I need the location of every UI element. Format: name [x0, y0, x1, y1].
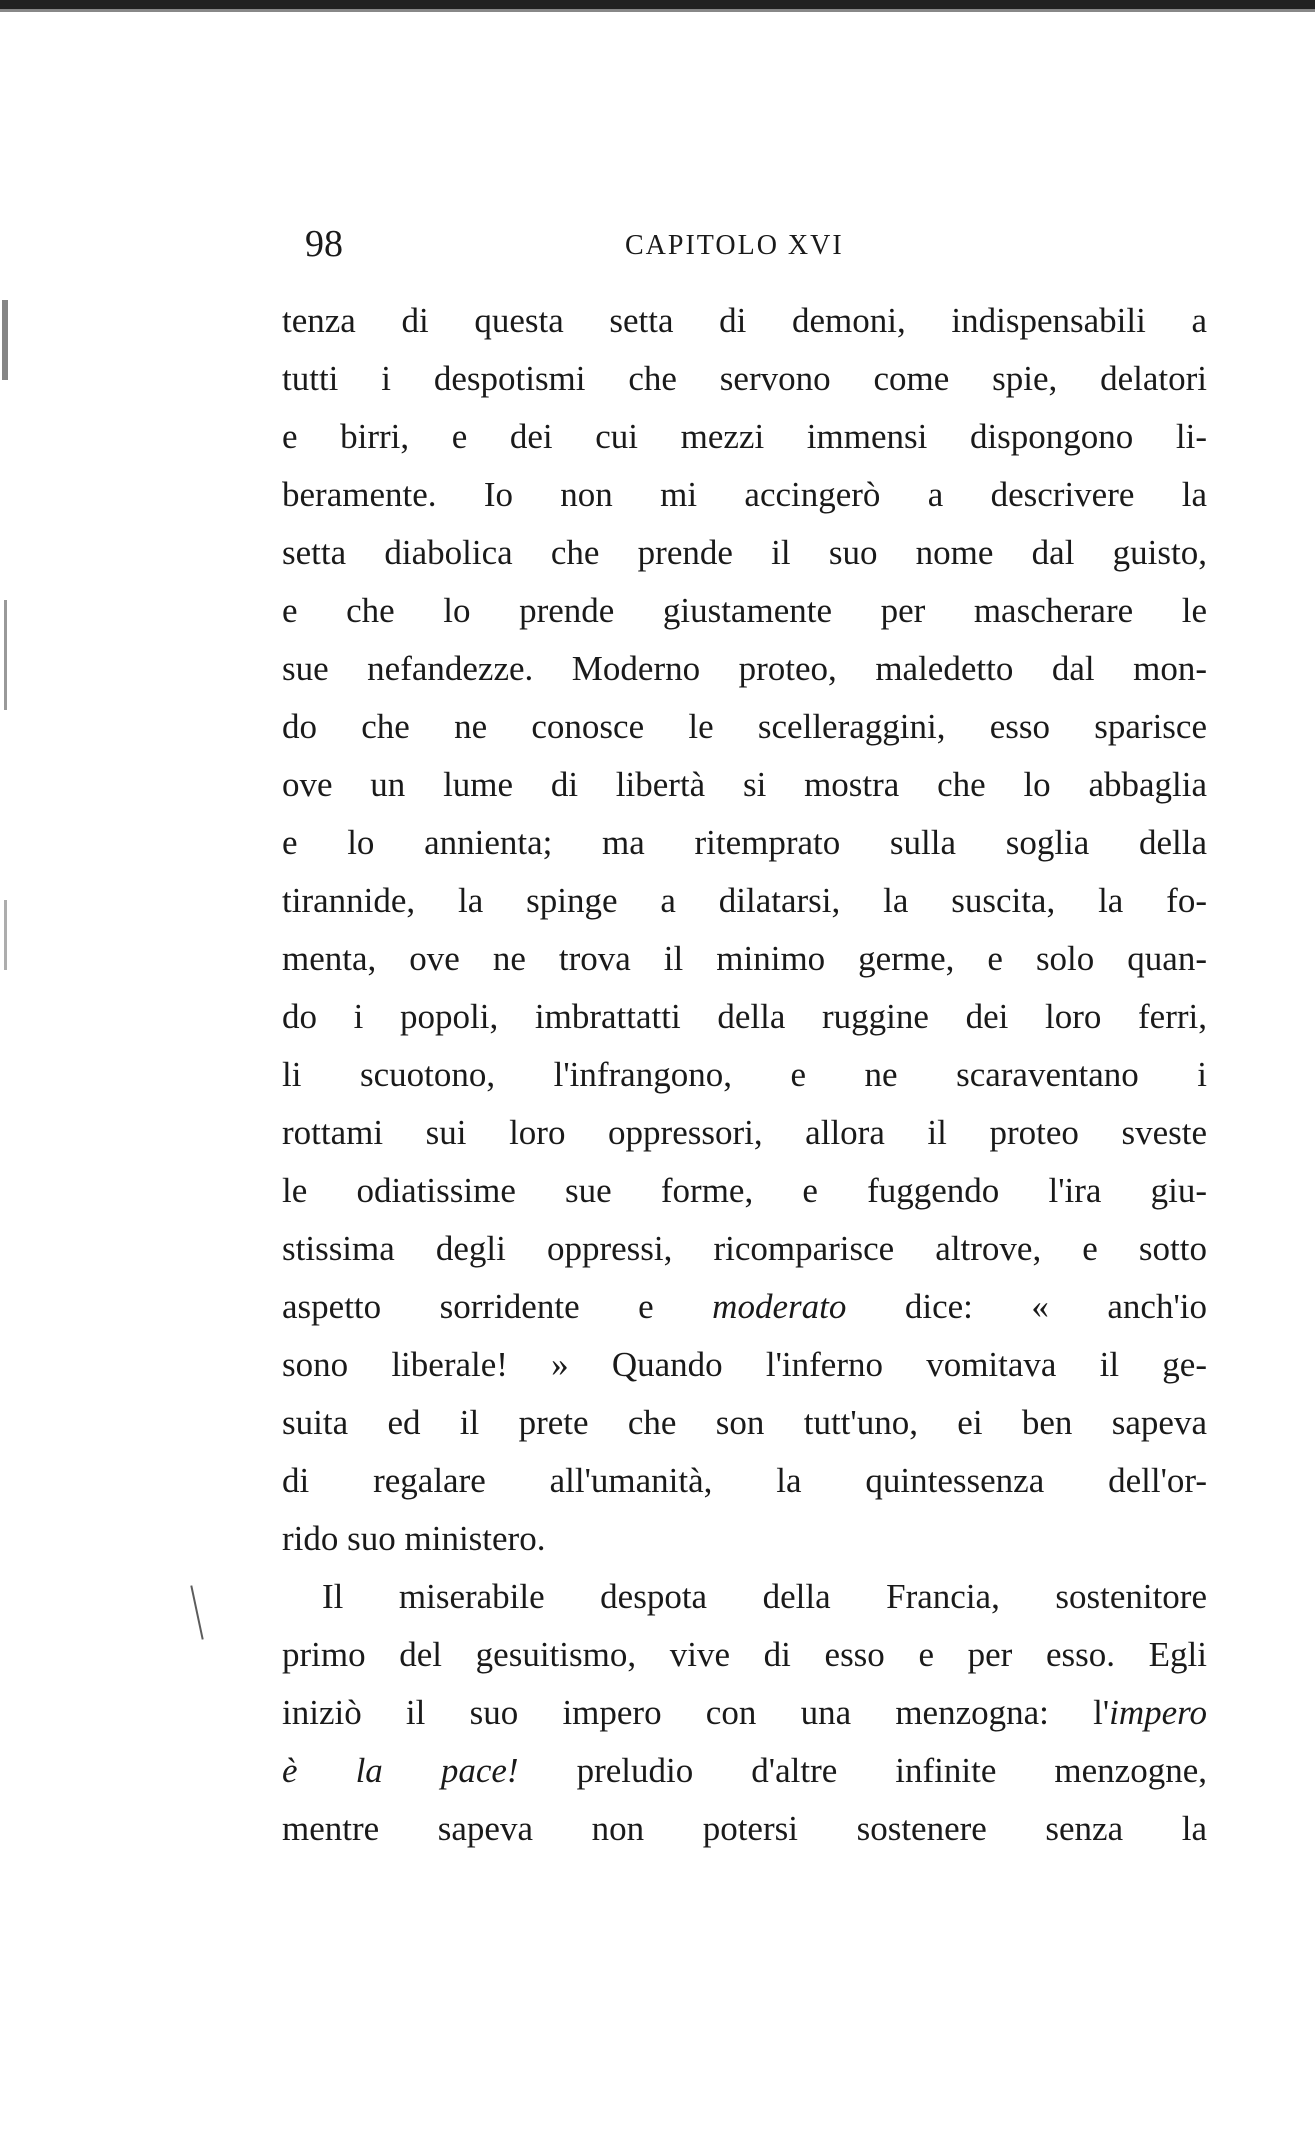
- text-line: [282, 292, 1207, 350]
- chapter-title: CAPITOLO XVI: [625, 230, 844, 261]
- text-segment: tirannide, la spinge a dilatarsi, la suscita, la fo-: [282, 881, 1207, 920]
- text-line: [282, 1626, 1207, 1684]
- scan-margin-mark: [4, 600, 7, 710]
- text-segment: setta diabolica che prende il suo nome dal guisto,: [282, 533, 1207, 572]
- scan-margin-mark: [4, 900, 7, 970]
- text-line: [282, 1336, 1207, 1394]
- text-line: [282, 582, 1207, 640]
- text-segment: primo del gesuitismo, vive di esso e per esso. Egli: [282, 1635, 1207, 1674]
- italic-text: è la pace!: [282, 1751, 519, 1790]
- text-line: [282, 872, 1207, 930]
- page-number: 98: [305, 223, 343, 265]
- text-line: [282, 1394, 1207, 1452]
- text-segment: Il miserabile despota della Francia, sostenitore: [322, 1577, 1207, 1616]
- text-segment: li scuotono, l'infrangono, e ne scaraventano i: [282, 1055, 1207, 1094]
- text-segment: e lo annienta; ma ritemprato sulla soglia della: [282, 823, 1207, 862]
- text-segment: beramente. Io non mi accingerò a descrivere la: [282, 475, 1207, 514]
- text-line: [282, 1510, 1207, 1568]
- text-segment: tutti i despotismi che servono come spie, delatori: [282, 359, 1207, 398]
- text-line: [282, 1452, 1207, 1510]
- page-body-text: [282, 292, 1207, 1858]
- text-segment: rido suo ministero.: [282, 1519, 546, 1558]
- text-line: [282, 1104, 1207, 1162]
- text-line: [282, 466, 1207, 524]
- scan-pencil-mark: [190, 1585, 203, 1639]
- text-line: [282, 524, 1207, 582]
- text-segment: mentre sapeva non potersi sostenere senza la: [282, 1809, 1207, 1848]
- text-segment: ove un lume di libertà si mostra che lo abbaglia: [282, 765, 1207, 804]
- text-line: [282, 698, 1207, 756]
- text-segment: e birri, e dei cui mezzi immensi dispongono li-: [282, 417, 1207, 456]
- text-segment: aspetto sorridente e: [282, 1287, 713, 1326]
- text-line: [282, 930, 1207, 988]
- text-segment: e che lo prende giustamente per mascherare le: [282, 591, 1207, 630]
- text-line: [282, 408, 1207, 466]
- text-line: [282, 1742, 1207, 1800]
- text-segment: le odiatissime sue forme, e fuggendo l'ira giu-: [282, 1171, 1207, 1210]
- scan-top-edge-shadow: [0, 9, 1315, 12]
- italic-text: impero: [1109, 1693, 1207, 1732]
- running-header: [305, 222, 1205, 272]
- text-segment: sono liberale! » Quando l'inferno vomitava il ge-: [282, 1345, 1207, 1384]
- text-line: [282, 1684, 1207, 1742]
- text-segment: dice: « anch'io: [846, 1287, 1207, 1326]
- text-line: [282, 1800, 1207, 1858]
- text-line: [282, 350, 1207, 408]
- text-segment: do che ne conosce le scelleraggini, esso sparisce: [282, 707, 1207, 746]
- text-segment: sue nefandezze. Moderno proteo, maledetto dal mon-: [282, 649, 1207, 688]
- text-line: [282, 814, 1207, 872]
- text-segment: do i popoli, imbrattatti della ruggine dei loro ferri,: [282, 997, 1207, 1036]
- text-segment: stissima degli oppressi, ricomparisce altrove, e sotto: [282, 1229, 1207, 1268]
- text-segment: tenza di questa setta di demoni, indispensabili a: [282, 301, 1207, 340]
- text-segment: menta, ove ne trova il minimo germe, e solo quan-: [282, 939, 1207, 978]
- scan-top-edge: [0, 0, 1315, 9]
- text-line: [282, 1046, 1207, 1104]
- text-line: [282, 1220, 1207, 1278]
- text-line: [282, 1278, 1207, 1336]
- text-segment: preludio d'altre infinite menzogne,: [518, 1751, 1207, 1790]
- text-line: [282, 756, 1207, 814]
- text-line: [282, 640, 1207, 698]
- text-segment: rottami sui loro oppressori, allora il proteo sveste: [282, 1113, 1207, 1152]
- text-segment: iniziò il suo impero con una menzogna: l': [282, 1693, 1110, 1732]
- text-line: [282, 988, 1207, 1046]
- text-segment: suita ed il prete che son tutt'uno, ei ben sapeva: [282, 1403, 1207, 1442]
- scan-margin-mark: [2, 300, 8, 380]
- italic-text: moderato: [712, 1287, 847, 1326]
- text-line: [282, 1568, 1207, 1626]
- text-segment: di regalare all'umanità, la quintessenza dell'or-: [282, 1461, 1207, 1500]
- text-line: [282, 1162, 1207, 1220]
